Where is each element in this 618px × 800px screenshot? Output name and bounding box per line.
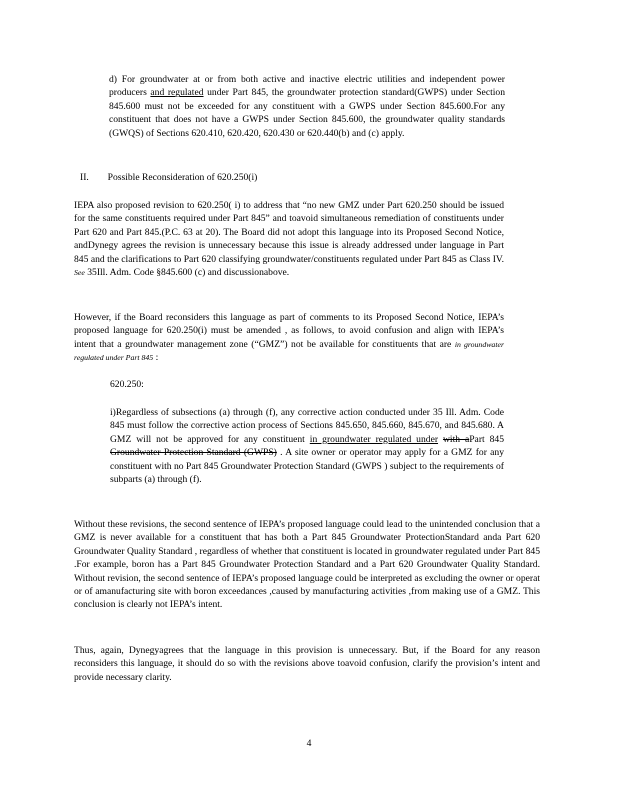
item-d-text: d) For groundwater at or from both active and inactive electric utilities and independent power producers xyxy=(109,74,505,99)
item-d-paragraph xyxy=(109,73,505,140)
paragraph-2 xyxy=(74,311,504,365)
quote-rest: . A site owner or operator may apply for a GMZ for any constituent with no Part 845 Groundwater Protection Standard (GWPS ) subject to the requirements of subparts (a) through (f). xyxy=(110,447,504,486)
quote-text: i)Regardless of subsections (a) through (f), any corrective action conducted under 35 Ill. Adm. Code 845 must follow the corrective action process of Sections 845.650, 845.660, 845.670, and 845.680. A GMZ will not be approved for any constituent xyxy=(110,407,504,445)
section-numeral: II. xyxy=(80,172,89,183)
para2-text: However, if the Board reconsiders this language as part of comments to its Proposed Second Notice, IEPA’s proposed language for 620.250(i) must be amended , as follows, to avoid confusion and align with IEPA’s intent that a groundwater management zone (“GMZ”) not be available for constituents that are xyxy=(74,312,504,350)
paragraph-1 xyxy=(74,199,504,279)
paragraph-3: Without these revisions, the second sentence of IEPA’s proposed language could lead to the unintended conclusion that a GMZ is never available for a constituent that has both a Part 845 Groundwater ProtectionStandard anda Part 620 Groundwater Quality Standard , regardless of whether that constituent is located in groundwater regulated under Part 845 .For example, boron has a Part 845 Groundwater Protection Standard and a Part 620 Groundwater Quality Standard. Without revision, the second sentence of IEPA’s proposed language could be interpreted as excluding the owner or operat or of amanufacturing site with boron exceedances ,caused by manufacturing activities ,from making use of a GMZ. This conclusion is clearly not IEPA’s intent. xyxy=(74,519,540,611)
para1-see: See xyxy=(74,268,85,278)
item-d-underlined: and regulated xyxy=(150,87,204,99)
item-d-rest: under Part 845, the groundwater protection standard(GWPS) under Section 845.600 must not be exceeded for any constituent with a GWPS under Section 845.600.For any constituent that does not have a GWPS under Section 845.600, the groundwater quality standards (GWQS) of Sections 620.410, 620.420, 620.430 or 620.440(b) and (c) apply. xyxy=(109,87,506,139)
para2-italic: in groundwater regulated under Part 845 xyxy=(74,339,504,363)
para1-rest: 35Ill. Adm. Code §845.600 (c) and discussionabove. xyxy=(84,267,290,279)
para2-rest: : xyxy=(153,352,159,364)
quote-label: 620.250: xyxy=(110,379,144,390)
quote-part: Part 845 xyxy=(469,433,504,445)
para1-text: IEPA also proposed revision to 620.250( i) to address that “no new GMZ under Part 620.250 should be issued for the same constituents required under Part 845” and toavoid simultaneous remediation of constituents under Part 620 and Part 845.(P.C. 63 at 20). The Board did not adopt this language into its Proposed Second Notice, andDynegy agrees the revision is unnecessary because this issue is already addressed under language in Part 845 and the clarifications to Part 620 classifying groundwater/constituents regulated under Part 845 as Class IV. xyxy=(74,200,504,265)
section-heading xyxy=(80,171,257,184)
section-title: Possible Reconsideration of 620.250(i) xyxy=(107,172,258,183)
quote-underlined: in groundwater regulated under xyxy=(309,433,439,445)
paragraph-4: Thus, again, Dynegyagrees that the language in this provision is unnecessary. But, if the Board for any reason reconsiders this language, it should do so with the revisions above toavoid confusion, clarify the provision’s intent and provide necessary clarity. xyxy=(74,645,540,683)
quote-struck-1: with a xyxy=(442,433,470,445)
quoted-provision xyxy=(110,406,504,486)
quote-struck-2: Groundwater Protection Standard (GWPS) xyxy=(110,447,277,459)
page-number: 4 xyxy=(306,738,312,749)
